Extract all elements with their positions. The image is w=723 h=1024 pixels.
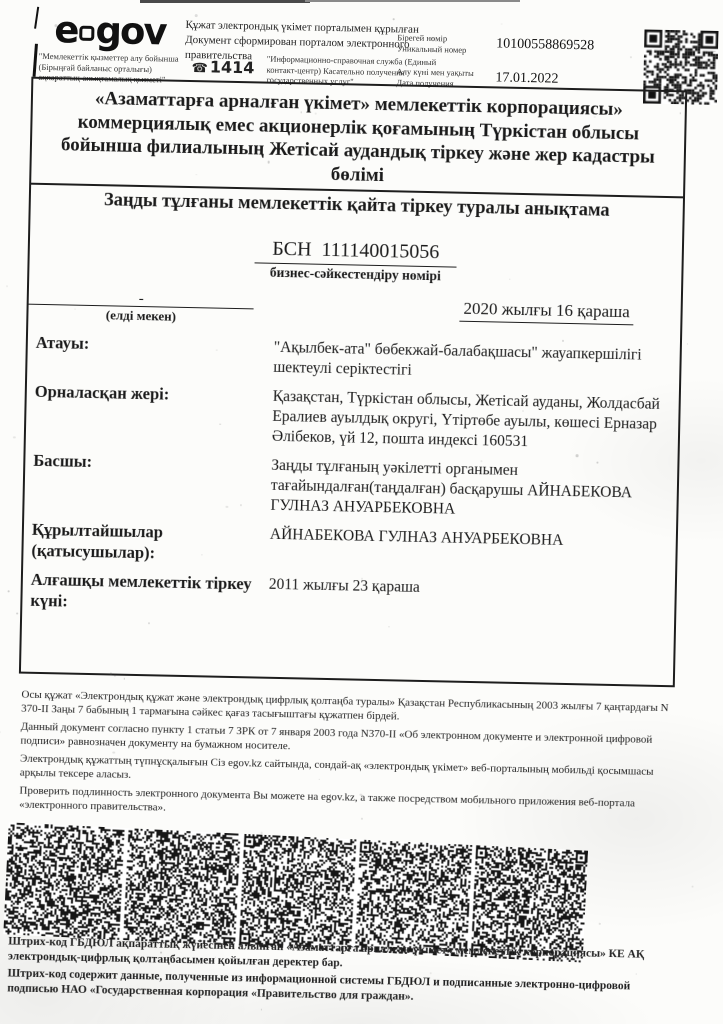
pen-stroke-mark [33,44,38,77]
portal-created-kk: Құжат электрондық үкімет порталымен құрылған [185,18,420,36]
document-title: Заңды тұлғаны мемлекеттік қайта тіркеу туралы анықтама [103,190,610,221]
locality-and-date-row [28,290,681,336]
certificate-box [19,77,687,688]
scan-speckle [393,19,394,20]
received-date-label-ru: Дата получения [396,76,454,89]
locality-block [28,290,254,327]
locality-value: - [138,290,144,308]
bsn-block [29,233,682,290]
scan-speckle [630,56,632,58]
verify-note-ru: Проверить подлинность электронного документа Вы можете на egov.kz, а также посредством мобильного приложения веб-портала «электронного правительства». [19,784,636,814]
field-value: "Ақылбек-ата" бөбекжай-балабақшасы" жауапкершілігі шектеулі серіктестігі [273,338,642,379]
field-value: 2011 жылғы 23 қараша [268,575,421,596]
contact-center-note-ru: "Информационно-справочная служба (Единый контакт-центр) Касательно получения государственных услуг" [266,53,437,87]
scan-speckle [687,343,688,344]
field-label: Орналасқан жері: [34,381,170,404]
scan-speckle [599,923,600,924]
contact-center-note-kk: "Мемлекеттік қызметтер алу бойынша (Бірыңғай байланыс орталығы) ақпараттық-анықтамалық қызметі" [38,50,179,85]
org-title: «Азаматтарға арналған үкімет» мемлекеттік корпорациясы» коммерциялық емес акционерлік қоғамының Түркістан облысы бойынша филиалының Жетісай аудандық тіркеу және жер кадастры бөлімі [60,88,656,186]
contact-phone [191,57,254,77]
scan-speckle [16,612,18,614]
verify-note-kk: Электрондық құжаттың түпнұсқалығын Сіз egov.kz сайтында, сондай-ақ «электрондық үкімет» веб-порталының мобильді қосымшасы арқылы тексере аласыз. [19,752,654,781]
scan-speckle [195,14,198,17]
scan-speckle [6,285,8,287]
legal-notes [19,689,680,831]
bsn-number [254,237,457,267]
field-label: Құрылтайшылар (қатысушылар): [31,519,164,563]
field-value: Қазақстан, Түркістан облысы, Жетісай ауданы, Жолдасбай Ералиев ауылдық округі, Үтіртөбе ауылы, көшесі Ерназар Әлібеков, үй 12, пошта индексі 160531 [271,387,661,451]
portal-created-ru: Документ сформирован порталом электронного правительства [184,33,410,63]
field-row-name [35,332,672,386]
field-label: Басшы: [33,450,93,472]
locality-caption: (елді мекен) [105,307,177,324]
scan-speckle [8,590,10,592]
unique-number-value: 10100558869528 [496,36,595,54]
egov-logo-e: e [53,8,78,52]
field-value: АЙНАБЕКОВА ГУЛНАЗ АНУАРБЕКОВНА [269,525,564,549]
registration-date-block [412,298,680,324]
field-label: Алғашқы мемлекеттік тіркеу күні: [30,569,252,611]
scan-speckle [691,885,693,887]
phone-number: 1414 [209,57,255,78]
field-row-location [34,381,671,455]
legal-note-ru: Данный документ согласно пункту 1 статьи 7 ЗРК от 7 января 2003 года N370-II «Об электронном документе и электронной цифровой подписи» равнозначен документу на бумажном носителе. [20,720,653,752]
field-row-founders [31,519,668,574]
unique-number-label-ru: Уникальный номер [396,42,467,55]
field-value: Заңды тұлғаның уәкілетті органымен тағайындалған(таңдалған) басқарушы АЙНАБЕКОВА ГУЛНАЗ АНУАРБЕКОВНА [270,456,633,518]
scan-speckle [261,1009,262,1010]
field-row-head [32,450,669,524]
fields-list [30,332,672,624]
registration-date: 2020 жылғы 16 қараша [459,297,634,326]
legal-note-kk: Осы құжат «Электрондық құжат және электрондық цифрлық қолтаңба туралы» Қазақстан Республикасының 2003 жылғы 7 қаңтардағы N 370-II Заңы 7 бабының 1 тармағына сәйкес қағаз тасығыштағы құжатпен бірдей. [21,688,669,723]
field-row-first-registration [30,569,667,624]
scan-speckle [501,23,503,25]
scan-speckle [13,436,16,439]
bsn-label: БСН [272,237,312,261]
bsn-value: 111140015056 [321,238,440,264]
barcode-notes [7,934,676,1012]
phone-icon: ☎ [191,61,208,77]
egov-logo-dot-icon [79,26,94,41]
unique-number-label-kk: Бірегей нөмір [397,32,448,44]
scan-speckle [124,678,126,680]
received-date-label-kk: Алу күні мен уақыты [396,66,474,78]
received-date-value: 17.01.2022 [495,70,559,87]
scan-edge-artifact [305,0,520,2]
barcode-note-ru: Штрих-код содержит данные, полученные из информационной системы ГБДЮЛ и подписанные электронно-цифровой подписью НАО «Государственная корпорация «Правительство для граждан». [7,967,631,1003]
bsn-caption: бизнес-сәйкестендіру нөмірі [269,264,441,284]
field-label: Атауы: [35,332,90,353]
pen-stroke-mark [34,7,39,29]
egov-logo-gov: gov [95,9,166,54]
egov-logo [53,8,166,54]
unique-number-label [397,32,497,55]
barcode-note-kk: Штрих-код ГБДЮЛ ақпараттық жүйесінен алынған «Азаматтарға арналған үкімет» мемлекеттік корпорациясы» КЕ АҚ электрондық-цифрлық қолтаңбасымен қойылған деректер бар. [7,935,645,969]
